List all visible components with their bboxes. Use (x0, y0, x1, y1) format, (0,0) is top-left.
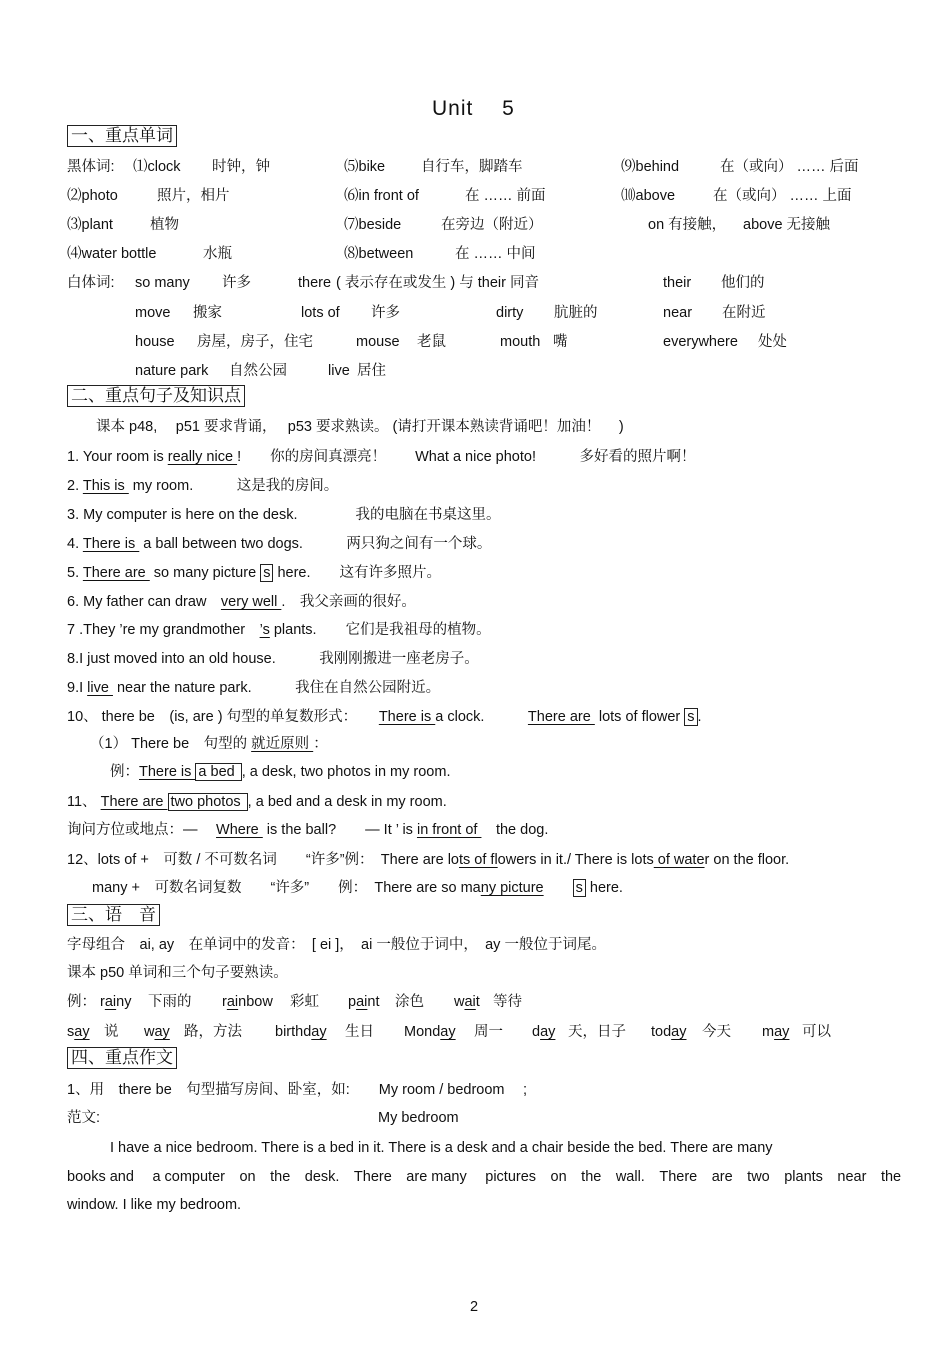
vocab-item: ⑺beside (344, 217, 402, 233)
phonics-meaning: 彩虹 (290, 994, 319, 1010)
sentence-9: 9.I live near the nature park. 我住在自然公园附近。 (67, 680, 441, 696)
sentence-2: 2. This is my room. 这是我的房间。 (67, 478, 339, 494)
rule-example-1: 例：There is a bed , a desk, two photos in my room. (110, 764, 451, 780)
sample-label: 范文: (67, 1110, 101, 1126)
vocab-meaning: 照片，相片 (157, 188, 230, 204)
sentence-10: 10、 there be (is, are ) 句型的单复数形式： There is a clock. There are lots of flower s . (67, 709, 702, 725)
vocab-meaning: 水瓶 (203, 246, 232, 262)
vocab-meaning: ( 表示存在或发生 ) 与 their 同音 (336, 275, 540, 291)
vocab-item: move (135, 305, 171, 321)
vocab-item: ⑶plant (67, 217, 113, 233)
phonics-meaning: 今天 (702, 1024, 731, 1040)
vocab-item: nature park (135, 363, 209, 379)
vocab-meaning: 处处 (758, 334, 787, 350)
phonics-word: birthday (275, 1024, 327, 1040)
vocab-item: ⑽above (621, 188, 676, 204)
phonics-word: rainbow (222, 994, 273, 1010)
phonics-word: may (762, 1024, 790, 1040)
sentence-11: 11、 There are two photos , a bed and a desk in my room. (67, 794, 447, 810)
bold-words-label: 黑体词: (67, 159, 115, 175)
sentence-12: 12、lots of + 可数 / 不可数名词 “许多”例： There are lots of flowers in it./ There is lots of water on the floor. (67, 852, 790, 868)
vocab-meaning: 时钟，钟 (212, 159, 270, 175)
vocab-item: live (328, 363, 350, 379)
phonics-word: rainy (100, 994, 132, 1010)
vocab-item: their (663, 275, 692, 291)
phonics-meaning: 等待 (493, 994, 522, 1010)
phonics-note: 课本 p50 单词和三个句子要熟读。 (67, 965, 288, 981)
vocab-item: mouth (500, 334, 541, 350)
phonics-word: say (67, 1024, 90, 1040)
vocab-note: above 无接触 (743, 217, 831, 233)
sample-text-line: books and a computer on the desk. There are many pictures on the wall. There are two plants near the (67, 1169, 902, 1185)
vocab-meaning: 肮脏的 (554, 305, 598, 321)
vocab-item: there (298, 275, 332, 291)
white-words-label: 白体词: (67, 275, 115, 291)
phonics-meaning: 周一 (474, 1024, 503, 1040)
vocab-item: near (663, 305, 693, 321)
phonics-word: way (144, 1024, 170, 1040)
section-heading-phonics: 三、语 音 (67, 904, 160, 926)
vocab-item: lots of (301, 305, 340, 321)
writing-task: 1、用 there be 句型描写房间、卧室，如: My room / bedroom ; (67, 1082, 528, 1098)
sentence-5: 5. There are so many picture s here. 这有许多照片。 (67, 565, 442, 581)
phonics-meaning: 下雨的 (148, 994, 192, 1010)
section-heading-vocab: 一、重点单词 (67, 125, 177, 147)
vocab-meaning: 在（或向） …… 上面 (713, 188, 852, 204)
sentence-8: 8.I just moved into an old house. 我刚刚搬进一座老房子。 (67, 651, 479, 667)
section-heading-writing: 四、重点作文 (67, 1047, 177, 1069)
vocab-item: ⑸bike (344, 159, 386, 175)
vocab-item: ⑻between (344, 246, 414, 262)
vocab-item: ⑹in front of (344, 188, 419, 204)
phonics-word: today (651, 1024, 687, 1040)
section-heading-sentences: 二、重点句子及知识点 (67, 385, 245, 407)
location-question: 询问方位或地点：— Where is the ball? — It ’ is in front of the dog. (67, 822, 549, 838)
phonics-meaning: 路，方法 (184, 1024, 242, 1040)
phonics-word: paint (348, 994, 380, 1010)
page-number: 2 (470, 1299, 479, 1315)
phonics-rule: 字母组合 ai, ay 在单词中的发音： [ ei ]， ai 一般位于词中， ay 一般位于词尾。 (67, 937, 606, 953)
sample-title: My bedroom (378, 1110, 459, 1126)
sentence-4: 4. There is a ball between two dogs. 两只狗之间有一个球。 (67, 536, 492, 552)
vocab-meaning: 老鼠 (417, 334, 446, 350)
vocab-meaning: 自行车，脚踏车 (421, 159, 523, 175)
vocab-meaning: 在旁边（附近） (441, 217, 543, 233)
phonics-word: wait (454, 994, 480, 1010)
vocab-meaning: 许多 (371, 305, 400, 321)
vocab-meaning: 嘴 (553, 334, 568, 350)
sample-text-line: I have a nice bedroom. There is a bed in it. There is a desk and a chair beside the bed. There are many (110, 1140, 773, 1156)
phonics-meaning: 说 (104, 1024, 119, 1040)
page-title: Unit 5 (432, 97, 515, 120)
vocab-meaning: 居住 (357, 363, 386, 379)
vocab-meaning: 在 …… 前面 (465, 188, 546, 204)
vocab-meaning: 自然公园 (229, 363, 287, 379)
example-label: 例： (67, 994, 96, 1010)
vocab-note: on 有接触， (648, 217, 727, 233)
phonics-word: day (532, 1024, 556, 1040)
sentence-6: 6. My father can draw very well . 我父亲画的很好。 (67, 594, 416, 610)
vocab-meaning: 房屋，房子，住宅 (197, 334, 313, 350)
vocab-item: dirty (496, 305, 524, 321)
sample-text-line: window. I like my bedroom. (67, 1197, 242, 1213)
phonics-meaning: 可以 (802, 1024, 831, 1040)
vocab-item: ⑴clock (133, 159, 181, 175)
vocab-meaning: 在附近 (722, 305, 766, 321)
vocab-item: ⑵photo (67, 188, 118, 204)
phonics-meaning: 生日 (345, 1024, 374, 1040)
vocab-item: ⑼behind (621, 159, 680, 175)
sentence-3: 3. My computer is here on the desk. 我的电脑在书桌这里。 (67, 507, 501, 523)
vocab-meaning: 植物 (150, 217, 179, 233)
vocab-item: ⑷water bottle (67, 246, 157, 262)
sentence-7: 7 .They ’re my grandmother ’s plants. 它们是我祖母的植物。 (67, 622, 491, 638)
vocab-meaning: 在（或向） …… 后面 (720, 159, 859, 175)
vocab-item: house (135, 334, 175, 350)
vocab-meaning: 他们的 (721, 275, 765, 291)
sentence-1: 1. Your room is really nice ! 你的房间真漂亮！ What a nice photo! 多好看的照片啊！ (67, 449, 696, 465)
phonics-meaning: 天，日子 (568, 1024, 626, 1040)
vocab-item: so many (135, 275, 190, 291)
rule-proximity: （1） There be 句型的 就近原则 ： (90, 736, 328, 752)
phonics-word: Monday (404, 1024, 456, 1040)
vocab-meaning: 搬家 (193, 305, 222, 321)
vocab-item: mouse (356, 334, 400, 350)
phonics-meaning: 涂色 (395, 994, 424, 1010)
vocab-item: everywhere (663, 334, 738, 350)
textbook-note: 课本 p48, p51 要求背诵， p53 要求熟读。 (请打开课本熟读背诵吧！加油！ ) (96, 419, 624, 435)
vocab-meaning: 许多 (222, 275, 251, 291)
sentence-12b: many + 可数名词复数 “许多” 例： There are so many picture s here. (92, 880, 623, 896)
vocab-meaning: 在 …… 中间 (455, 246, 536, 262)
